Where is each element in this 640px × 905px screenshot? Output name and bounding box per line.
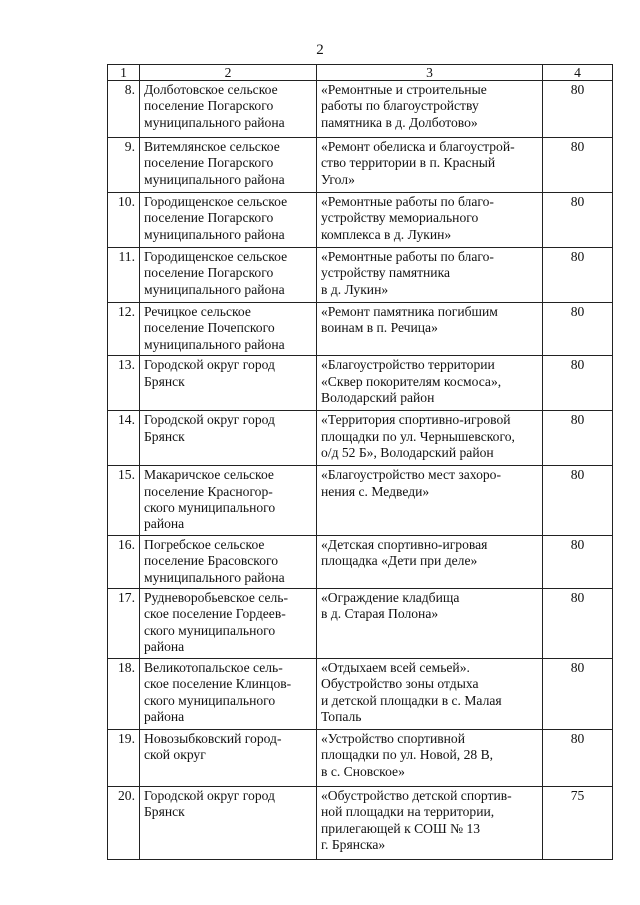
subsidy-amount: 80 [570, 412, 585, 428]
subsidy-amount-cell [543, 589, 613, 659]
municipality-name: Городской округ город Брянск [144, 787, 275, 820]
row-number: 19. [118, 730, 135, 746]
table-row [108, 138, 613, 193]
table-row [108, 786, 613, 859]
municipality-name: Рудневоробьевское сель- ское поселение Гордеев- ского муниципального района [144, 590, 289, 655]
project-name-cell [317, 589, 543, 659]
municipality-name-cell [140, 535, 317, 588]
row-number: 15. [118, 467, 135, 483]
municipality-name-cell [140, 786, 317, 859]
municipality-name-cell [140, 303, 317, 356]
projects-table [107, 64, 613, 860]
municipality-name-cell [140, 729, 317, 786]
subsidy-amount-cell [543, 658, 613, 729]
table-body [108, 81, 613, 860]
row-number: 14. [118, 412, 135, 428]
subsidy-amount-cell [543, 303, 613, 356]
municipality-name: Долботовское сельское поселение Погарского муниципального района [144, 82, 285, 130]
subsidy-amount-cell [543, 248, 613, 303]
municipality-name-cell [140, 589, 317, 659]
project-name-cell [317, 303, 543, 356]
project-name: «Обустройство детской спортив- ной площадки на территории, прилегающей к СОШ № 13 г. Брянска» [321, 787, 512, 852]
row-number: 16. [118, 536, 135, 552]
row-number-cell [108, 303, 140, 356]
municipality-name-cell [140, 658, 317, 729]
subsidy-amount-cell [543, 535, 613, 588]
municipality-name: Макаричское сельское поселение Красногор- ского муниципального района [144, 467, 276, 532]
row-number-cell [108, 356, 140, 411]
project-name: «Ремонтные и строительные работы по благоустройству памятника в д. Долботово» [321, 82, 487, 130]
municipality-name: Погребское сельское поселение Брасовского муниципального района [144, 536, 285, 585]
project-name: «Отдыхаем всей семьей». Обустройство зоны отдыха и детской площадки в с. Малая Топаль [321, 659, 502, 724]
row-number: 8. [124, 82, 135, 97]
table-row [108, 411, 613, 466]
row-number: 18. [118, 659, 135, 675]
column-header-1: 1 [108, 65, 140, 81]
row-number-cell [108, 589, 140, 659]
municipality-name: Новозыбковский город- ской округ [144, 730, 282, 763]
project-name: «Устройство спортивной площадки по ул. Новой, 28 В, в с. Сновское» [321, 730, 494, 779]
project-name-cell [317, 248, 543, 303]
project-name-cell [317, 466, 543, 536]
table-row [108, 535, 613, 588]
project-name-cell [317, 729, 543, 786]
row-number-cell [108, 248, 140, 303]
municipality-name-cell [140, 466, 317, 536]
row-number-cell [108, 658, 140, 729]
column-number-row [108, 65, 613, 81]
subsidy-amount-cell [543, 466, 613, 536]
subsidy-amount: 80 [570, 659, 585, 675]
project-name-cell [317, 786, 543, 859]
municipality-name: Речицкое сельское поселение Почепского муниципального района [144, 304, 285, 352]
municipality-name: Городищенское сельское поселение Погарского муниципального района [144, 249, 288, 297]
row-number-cell [108, 535, 140, 588]
subsidy-amount: 80 [570, 467, 585, 483]
subsidy-amount: 80 [570, 590, 585, 606]
project-name-cell [317, 658, 543, 729]
subsidy-amount-cell [543, 411, 613, 466]
page-number: 2 [316, 42, 324, 58]
project-name-cell [317, 193, 543, 248]
table-row [108, 658, 613, 729]
municipality-name-cell [140, 411, 317, 466]
subsidy-amount: 80 [570, 194, 585, 209]
project-name-cell [317, 138, 543, 193]
row-number-cell [108, 411, 140, 466]
subsidy-amount-cell [543, 356, 613, 411]
municipality-name: Городской округ город Брянск [144, 412, 275, 444]
row-number: 9. [124, 139, 135, 154]
subsidy-amount-cell [543, 729, 613, 786]
table-row [108, 303, 613, 356]
column-header-2: 2 [140, 65, 317, 81]
table-row [108, 81, 613, 138]
subsidy-amount-cell [543, 193, 613, 248]
row-number-cell [108, 138, 140, 193]
project-name: «Ремонтные работы по благо- устройству памятника в д. Лукин» [321, 249, 494, 297]
project-name: «Благоустройство территории «Сквер покорителям космоса», Володарский район [321, 357, 502, 406]
municipality-name: Городищенское сельское поселение Погарского муниципального района [144, 194, 288, 242]
municipality-name-cell [140, 81, 317, 138]
project-name-cell [317, 535, 543, 588]
project-name: «Ремонт памятника погибшим воинам в п. Речица» [321, 304, 498, 336]
municipality-name-cell [140, 193, 317, 248]
subsidy-amount: 80 [570, 139, 585, 154]
row-number: 10. [118, 194, 135, 209]
column-header-3: 3 [317, 65, 543, 81]
project-name-cell [317, 356, 543, 411]
table-row [108, 248, 613, 303]
table-row [108, 356, 613, 411]
subsidy-amount: 80 [570, 730, 585, 746]
municipality-name-cell [140, 356, 317, 411]
project-name: «Детская спортивно-игровая площадка «Дети при деле» [321, 536, 488, 569]
subsidy-amount-cell [543, 786, 613, 859]
subsidy-amount: 80 [570, 304, 585, 319]
subsidy-amount: 80 [570, 249, 585, 264]
municipality-name-cell [140, 138, 317, 193]
subsidy-amount: 80 [570, 357, 585, 373]
row-number: 12. [118, 304, 135, 319]
row-number-cell [108, 81, 140, 138]
subsidy-amount: 75 [570, 787, 585, 803]
project-name: «Ограждение кладбища в д. Старая Полона» [321, 590, 460, 622]
subsidy-amount-cell [543, 138, 613, 193]
table-row [108, 193, 613, 248]
table-row [108, 729, 613, 786]
project-name: «Благоустройство мест захоро- нения с. Медведи» [321, 467, 502, 499]
row-number: 17. [118, 590, 135, 606]
row-number-cell [108, 786, 140, 859]
project-name: «Территория спортивно-игровой площадки по ул. Чернышевского, о/д 52 Б», Володарский район [321, 412, 515, 461]
municipality-name: Витемлянское сельское поселение Погарского муниципального района [144, 139, 285, 187]
table-row [108, 589, 613, 659]
row-number: 13. [118, 357, 135, 373]
row-number-cell [108, 193, 140, 248]
subsidy-amount: 80 [570, 82, 585, 97]
subsidy-amount-cell [543, 81, 613, 138]
column-header-4: 4 [543, 65, 613, 81]
project-name: «Ремонт обелиска и благоустрой- ство территории в п. Красный Угол» [321, 139, 515, 187]
municipality-name: Городской округ город Брянск [144, 357, 275, 389]
subsidy-amount: 80 [570, 536, 585, 552]
project-name-cell [317, 411, 543, 466]
row-number-cell [108, 729, 140, 786]
row-number: 11. [118, 249, 135, 264]
project-name: «Ремонтные работы по благо- устройству мемориального комплекса в д. Лукин» [321, 194, 494, 242]
municipality-name-cell [140, 248, 317, 303]
project-name-cell [317, 81, 543, 138]
municipality-name: Великотопальское сель- ское поселение Клинцов- ского муниципального района [144, 659, 292, 724]
row-number: 20. [118, 787, 135, 803]
row-number-cell [108, 466, 140, 536]
table-row [108, 466, 613, 536]
